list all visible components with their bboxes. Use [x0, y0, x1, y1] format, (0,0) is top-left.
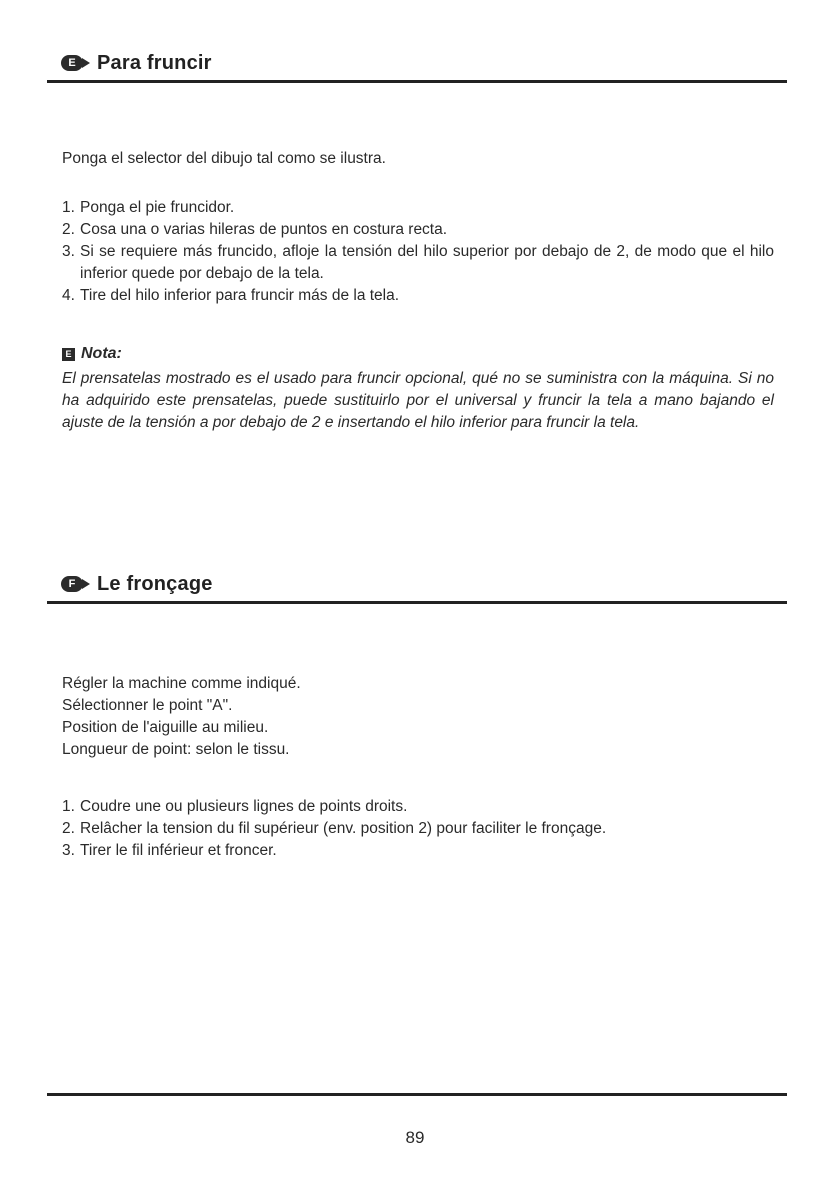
settings-lines-fr	[62, 673, 774, 761]
list-item: 3. Si se requiere más fruncido, afloje la tensión del hilo superior por debajo de 2, de modo que el hilo inferior quede por debajo de la tela.	[62, 243, 774, 282]
section-title-fr: Le fronçage	[97, 572, 213, 595]
list-item: 1. Ponga el pie fruncidor.	[62, 199, 235, 216]
language-badge-es-icon: E	[61, 55, 83, 71]
steps-list-fr	[62, 796, 774, 862]
language-badge-fr-icon: F	[61, 576, 83, 592]
settings-line: Position de l'aiguille au milieu.	[62, 719, 269, 736]
list-item: 4. Tire del hilo inferior para fruncir más de la tela.	[62, 287, 400, 304]
note-heading	[62, 345, 122, 363]
page-number: 89	[405, 1128, 425, 1147]
list-item: 2. Cosa una o varias hileras de puntos en costura recta.	[62, 221, 448, 238]
steps-list-es	[62, 197, 774, 307]
section-divider	[47, 80, 787, 83]
settings-line: Longueur de point: selon le tissu.	[62, 741, 290, 758]
settings-line: Régler la machine comme indiqué.	[62, 675, 301, 692]
intro-text-es: Ponga el selector del dibujo tal como se ilustra.	[62, 150, 386, 167]
note-body: El prensatelas mostrado es el usado para fruncir opcional, qué no se suministra con la máquina. Si no ha adquirido este prensatelas, puede sustituirlo por el universal y fruncir la tela a mano bajando el ajuste de la tensión a por debajo de 2 e insertando el hilo inferior para fruncir la tela.	[62, 370, 774, 431]
list-item: 3. Tirer le fil inférieur et froncer.	[62, 842, 277, 859]
note-icon: E	[62, 348, 75, 361]
note-label: Nota:	[81, 345, 122, 362]
footer-divider	[47, 1093, 787, 1096]
settings-line: Sélectionner le point "A".	[62, 697, 233, 714]
section-header-es	[47, 50, 787, 83]
list-item: 1. Coudre une ou plusieurs lignes de points droits.	[62, 798, 408, 815]
list-item: 2. Relâcher la tension du fil supérieur (env. position 2) pour faciliter le fronçage.	[62, 820, 607, 837]
section-divider	[47, 601, 787, 604]
section-header-fr	[47, 571, 787, 604]
section-title-es: Para fruncir	[97, 51, 212, 74]
